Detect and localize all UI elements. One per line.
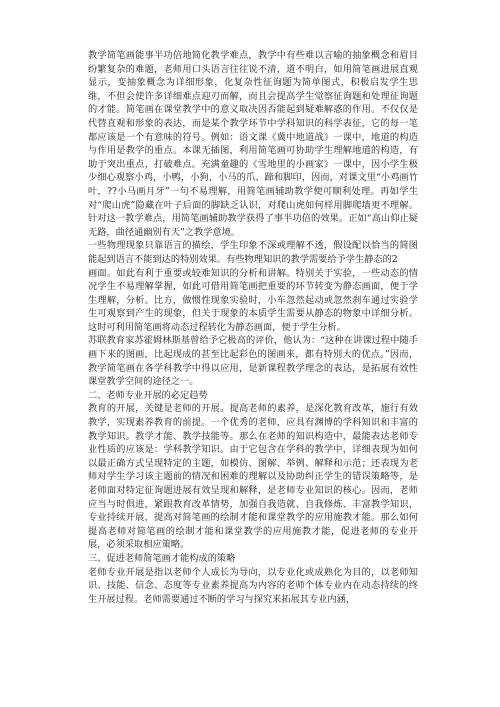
section-heading-2: 二、老师专业开展的必定趋势 (88, 389, 208, 401)
section-heading-3: 三、促进老师简笔画才能构成的策略 (88, 552, 236, 564)
paragraph-static-images: 画面。如此有利于重要或较难知识的分析和讲解。特别关于实验，一些动态的情况学生不易理解掌握，如此可借用简笔画把重要的环节转变为静态画面，便于学生理解，分析。比方，做惯性现象实验时，小车忽然起动或忽然刹车通过实验学生可观察到产生的现象，但关于现象的本质学生需要从静态的物象中详细分析。这时可利用简笔画将动态过程转化为静态画面，便于学生分析。 (88, 267, 418, 333)
document-body (88, 49, 418, 606)
paragraph-sketch-teaching: 教学简笔画能事半功倍地简化教学难点，教学中有些难以言喻的抽象概念和眉目纷繁复杂的难题，老师用口头语言往往说不清，道不明白，如用简笔画进展直观显示，变抽象概念为详细形象，化复杂性征询题为简单图式，积极启发学生思维，不但会使许多详细难点迎刃而解，而且会提高学生觉察征询题和处理征询题的才能。简笔画在课堂教学中的意义取决因否能起到疑难解惑的作用。不仅仅是代替直观和形象的表达，而是某个教学环节中学科知识的科学表征，它的每一笔都应该是一个有意味的符号。例如：语文课《冀中地道战》一课中，地道的构造与作用是教学的重点。本课无插图，利用简笔画可协助学生理解地道的构造，有助于突出重点，打破难点。充满童趣的《雪地里的小画家》一课中，因小学生极少细心观察小鸡，小鸭，小狗，小马的爪、蹄和脚印，因而，对课文里“小鸡画竹叶，??小马画月牙”一句不易理解，用简笔画辅助教学便可顺利处理。再如学生对“爬山虎”隐藏在叶子后面的脚缺乏认识，对爬山虎如何样用脚爬墙更不理解。针对这一教学难点，用简笔画辅助教学获得了事半功倍的效果。正如“高山仰止疑无路，曲径通幽别有天”之教学意境。 (88, 50, 418, 238)
paragraph-physics-phenomena: 一些物理现象只靠语言的描绘，学生印象不深或理解不透，假设配以恰当的简图能起到语言不能到达的特别效果。有些物理知识的教学需要给予学生静态的2 (88, 240, 418, 265)
paragraph-professional-growth: 老师专业开展是指以老师个人成长为导向，以专业化或成熟化为目的，以老师知识、技能、信念、态度等专业素养提高为内容的老师个体专业内在动态持续的终生开展过程。老师需要通过不断的学习与探究来拓展其专业内涵， (88, 566, 418, 605)
paragraph-teacher-development: 教育的开展，关键是老师的开展。提高老师的素养，是深化教育改革，施行有效教学，实现素养教育的前提。一个优秀的老师，应具有渊博的学科知识和丰富的教学知识。教学才能、教学技能等。那么在老师的知识构造中，最能表达老师专业性质的应该是：学科教学知识。由于它包含在学科的教学中，详细表现为如何以最正确方式呈现特定的主题，如模仿、图解、举例、解释和示范；还表现为老师对学生学习该主题前的情况和困难的理解以及协助纠正学生的错误策略等，是老师面对特定征询题进展有效呈现和解释，是老师专业知识的核心。因而，老师应当与时俱进，紧跟教育改革情势，加强自我造就、自我修炼、丰富教学知识，专业持续开展，提高对简笔画的绘制才能和课堂教学的应用施教才能。那么如何提高老师对简笔画的绘制才能和课堂教学的应用施教才能，促进老师的专业开展，必须采取相应策略。 (88, 403, 418, 551)
paragraph-sukhomlinsky-quote: 苏联教育家苏霍姆林斯基曾给予它极高的评价，他认为：“这种在讲课过程中随手画下来的图画，比起现成的甚至比起彩色的图画来，都有特别大的优点。”因而，教学简笔画在各学科教学中得以应用，是新课程教学理念的表达，是拓展有效性课堂教学空间的途径之一。 (88, 335, 418, 388)
